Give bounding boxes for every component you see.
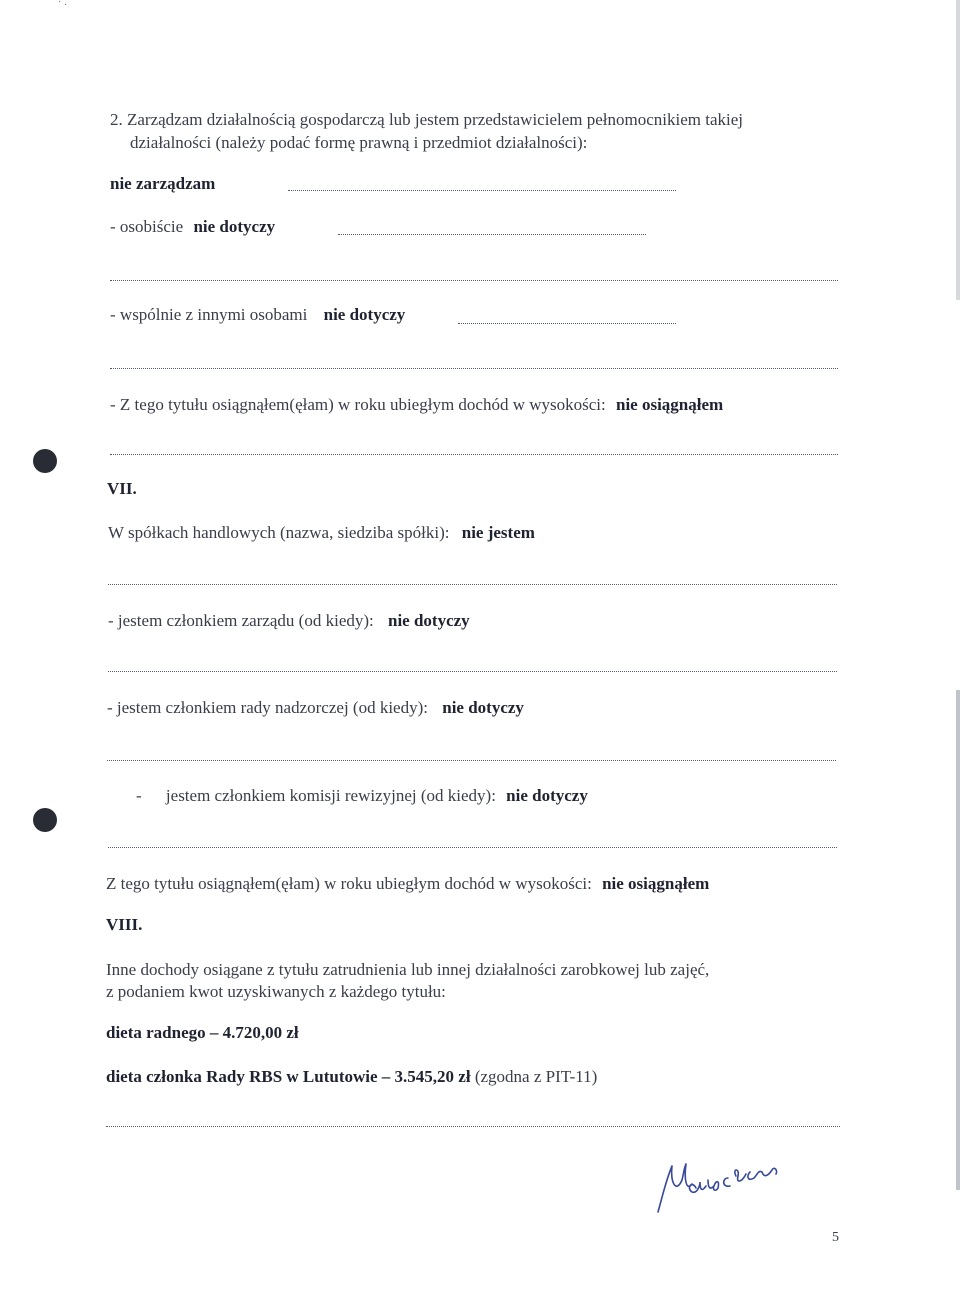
dotted-fill-line <box>108 671 837 672</box>
scan-mark: ˙ · <box>58 0 68 11</box>
companies-row <box>108 523 535 543</box>
supervisory-row <box>107 698 524 718</box>
section-2-income-label: - Z tego tytułu osiągnąłem(ęłam) w roku ubiegłym dochód w wysokości: <box>110 395 606 414</box>
punch-hole <box>33 449 57 473</box>
punch-hole <box>33 808 57 832</box>
business-answer: nie zarządzam <box>110 174 216 193</box>
jointly-label: - wspólnie z innymi osobami <box>110 305 308 324</box>
handwritten-signature <box>650 1158 800 1218</box>
personally-row <box>110 217 275 237</box>
board-label: - jestem członkiem zarządu (od kiedy): <box>108 611 374 630</box>
section-vii-income-row <box>106 874 709 894</box>
board-answer: nie dotyczy <box>388 611 470 630</box>
section-viii-intro-line1: Inne dochody osiągane z tytułu zatrudnienia lub innej działalności zarobkowej lub zajęć, <box>106 960 710 979</box>
section-vii-heading: VII. <box>107 479 137 498</box>
income-item-2 <box>106 1067 597 1087</box>
audit-row <box>136 786 588 806</box>
scan-edge-shadow <box>956 690 960 1190</box>
dotted-fill-line <box>108 584 837 585</box>
section-2-intro-line2: działalności (należy podać formę prawną i przedmiot działalności): <box>130 133 588 152</box>
income-item-2-text: dieta członka Rady RBS w Lututowie – 3.545,20 zł <box>106 1067 471 1086</box>
page-number: 5 <box>832 1230 839 1245</box>
scan-edge-shadow <box>956 0 960 300</box>
audit-label: jestem członkiem komisji rewizyjnej (od kiedy): <box>165 786 496 805</box>
dotted-fill-line <box>288 190 676 191</box>
section-vii-income-label: Z tego tytułu osiągnąłem(ęłam) w roku ubiegłym dochód w wysokości: <box>106 874 592 893</box>
section-2-intro-line1: 2. Zarządzam działalnością gospodarczą lub jestem przedstawicielem pełnomocnikiem takiej <box>110 110 743 129</box>
section-viii-heading: VIII. <box>106 915 143 934</box>
personally-answer: nie dotyczy <box>193 217 276 236</box>
income-item-2-note: (zgodna z PIT-11) <box>470 1067 598 1086</box>
companies-label: W spółkach handlowych (nazwa, siedziba spółki): <box>108 523 450 542</box>
section-2-income-row <box>110 395 723 415</box>
audit-dash: - <box>136 786 142 805</box>
dotted-fill-line <box>338 234 646 235</box>
dotted-fill-line <box>110 280 838 281</box>
dotted-fill-line <box>110 368 838 369</box>
companies-answer: nie jestem <box>461 523 535 542</box>
audit-answer: nie dotyczy <box>506 786 588 805</box>
dotted-fill-line <box>108 847 837 848</box>
dotted-fill-line <box>107 760 836 761</box>
section-viii-intro-line2: z podaniem kwot uzyskiwanych z każdego tytułu: <box>106 982 446 1001</box>
dotted-fill-line <box>106 1126 840 1127</box>
section-2-income-answer: nie osiągnąłem <box>616 395 724 414</box>
dotted-fill-line <box>110 454 838 455</box>
jointly-answer: nie dotyczy <box>323 305 406 324</box>
jointly-row <box>110 305 405 325</box>
section-vii-income-answer: nie osiągnąłem <box>602 874 710 893</box>
supervisory-answer: nie dotyczy <box>442 698 524 717</box>
dotted-fill-line <box>458 323 676 324</box>
personally-label: - osobiście <box>110 217 184 236</box>
supervisory-label: - jestem członkiem rady nadzorczej (od kiedy): <box>107 698 428 717</box>
income-item-1: dieta radnego – 4.720,00 zł <box>106 1023 299 1042</box>
board-row <box>108 611 470 631</box>
